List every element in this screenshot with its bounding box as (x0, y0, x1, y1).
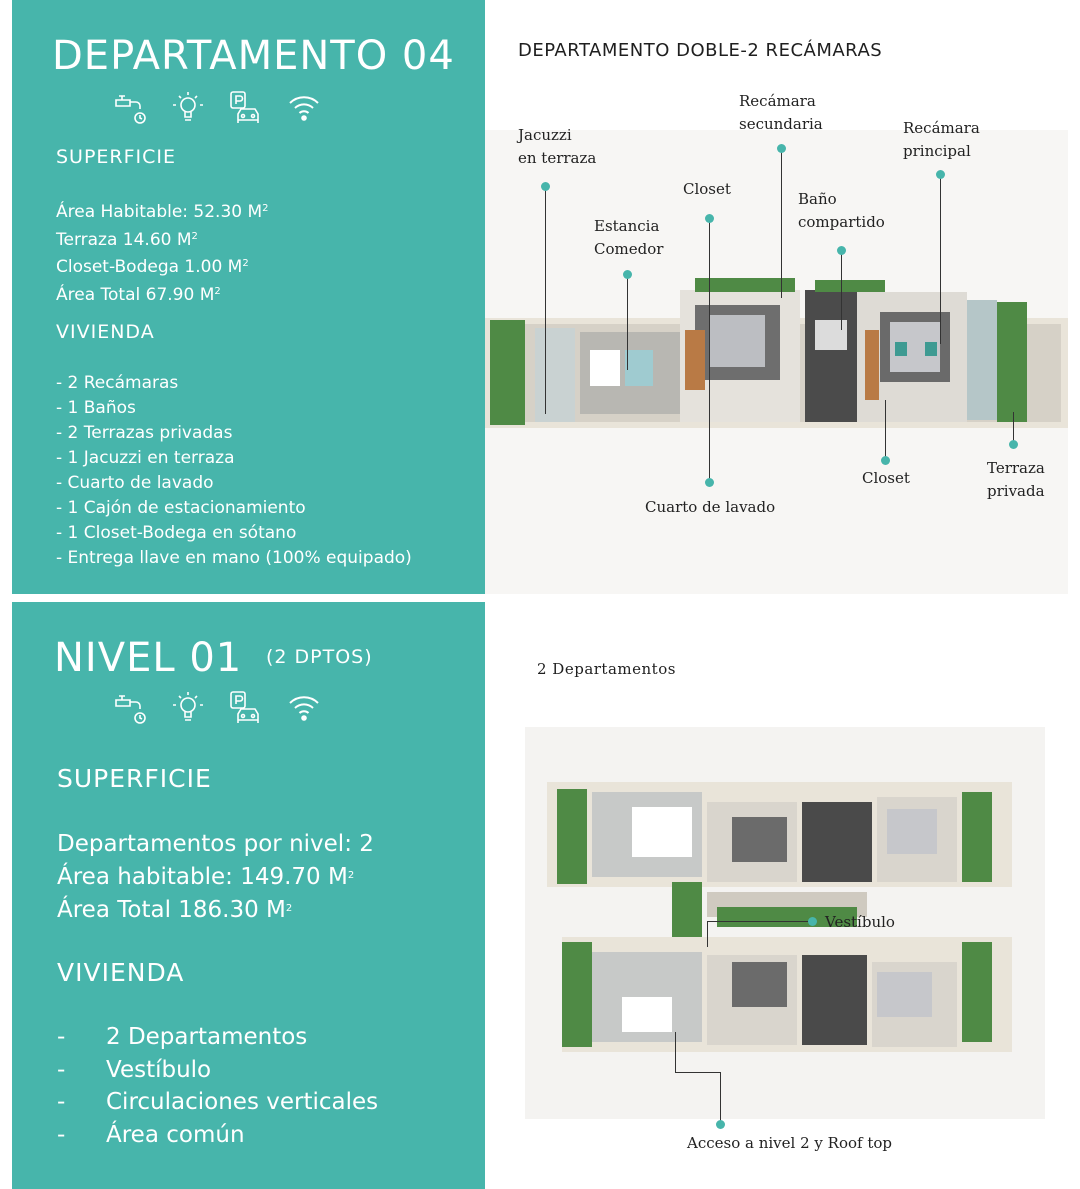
callout-line (781, 148, 782, 298)
water-tap-icon (112, 90, 148, 126)
housing-item: - Circulaciones verticales (57, 1089, 379, 1115)
callout-dot (837, 246, 846, 255)
unit-floorplan-area (485, 0, 1068, 594)
housing-item: - 1 Jacuzzi en terraza (56, 448, 235, 468)
callout-line (841, 250, 842, 330)
parking-car-icon (228, 690, 264, 726)
surface-item: Área Total 67.90 $M^2$ (56, 284, 221, 305)
surface-heading: SUPERFICIE (56, 146, 177, 168)
callout-line (627, 274, 628, 370)
level-subtitle: (2 DPTOS) (265, 646, 373, 668)
callout-dot (541, 182, 550, 191)
label-terraza: Terraza privada (987, 459, 1045, 500)
housing-item: - 2 Departamentos (57, 1024, 308, 1050)
unit-title: DEPARTAMENTO 04 (52, 33, 455, 79)
label-closet-top: Closet (683, 180, 731, 198)
level-title: NIVEL 01 $^{(2 DPTOS)}$ (54, 635, 373, 681)
surface-item: Departamentos por nivel: 2 (57, 831, 374, 857)
parking-car-icon (228, 90, 264, 126)
housing-item: - Área común (57, 1121, 245, 1148)
callout-dot (936, 170, 945, 179)
housing-item: - Cuarto de lavado (56, 473, 214, 493)
callout-line (545, 186, 546, 414)
unit-info-panel (12, 0, 485, 594)
water-tap-icon (112, 690, 148, 726)
callout-line (707, 921, 708, 947)
label-lavado: Cuarto de lavado (645, 498, 776, 516)
surface-heading: SUPERFICIE (57, 764, 212, 793)
housing-list (56, 371, 412, 571)
housing-heading: VIVIENDA (56, 321, 155, 343)
housing-item: - 1 Baños (56, 398, 136, 418)
wifi-icon (286, 690, 322, 726)
label-acceso: Acceso a nivel 2 y Roof top (687, 1134, 892, 1152)
floorplan-title: DEPARTAMENTO DOBLE-2 RECÁMARAS (518, 40, 883, 61)
callout-line (940, 174, 941, 344)
callout-line (709, 218, 710, 482)
housing-item: - 1 Closet-Bodega en sótano (56, 523, 297, 543)
floorplan-title: 2 Departamentos (537, 660, 676, 678)
label-jacuzzi: Jacuzzi en terraza (518, 126, 597, 167)
callout-dot (1009, 440, 1018, 449)
surface-list (57, 827, 374, 926)
amenity-icons (112, 690, 322, 726)
surface-item: Closet-Bodega 1.00 $M^2$ (56, 257, 249, 277)
callout-line (885, 400, 886, 460)
lightbulb-icon (170, 690, 206, 726)
surface-item: Área Habitable: 52.30 $M^2$ (56, 202, 269, 222)
callout-line (707, 921, 813, 922)
label-bano: Baño compartido (798, 190, 885, 231)
callout-line (675, 1072, 720, 1073)
housing-heading: VIVIENDA (57, 958, 185, 987)
housing-item: - 1 Cajón de estacionamiento (56, 498, 306, 518)
surface-item: Terraza 14.60 $M^2$ (56, 229, 198, 250)
label-vestibulo: Vestíbulo (825, 913, 895, 931)
surface-item: Área habitable: 149.70 $M^2$ (57, 864, 355, 890)
lightbulb-icon (170, 90, 206, 126)
housing-list (57, 1021, 378, 1151)
housing-item: - 2 Terrazas privadas (56, 423, 233, 443)
callout-dot (623, 270, 632, 279)
label-estancia: Estancia Comedor (594, 217, 664, 258)
label-closet-bottom: Closet (862, 469, 910, 487)
floorplan-image (547, 777, 1017, 1067)
housing-item: - 2 Recámaras (56, 373, 179, 393)
amenity-icons (112, 90, 322, 126)
callout-line (720, 1072, 721, 1123)
surface-item: Área Total 186.30 $M^2$ (57, 897, 293, 923)
callout-dot (881, 456, 890, 465)
callout-dot (705, 478, 714, 487)
unit-card-departamento-04 (12, 0, 1068, 594)
label-recamara-secundaria: Recámara secundaria (739, 92, 823, 133)
housing-item: - Entrega llave en mano (100% equipado) (56, 548, 412, 568)
callout-dot (705, 214, 714, 223)
callout-dot (808, 917, 817, 926)
level-floorplan-area (485, 602, 1068, 1189)
level-info-panel (12, 602, 485, 1189)
callout-line (675, 1032, 676, 1072)
callout-dot (777, 144, 786, 153)
floorplan-image (485, 270, 1068, 440)
housing-item: - Vestíbulo (57, 1056, 212, 1083)
wifi-icon (286, 90, 322, 126)
surface-list (56, 197, 269, 307)
level-card-nivel-01 (12, 602, 1068, 1189)
label-recamara-principal: Recámara principal (903, 119, 980, 160)
callout-dot (716, 1120, 725, 1129)
